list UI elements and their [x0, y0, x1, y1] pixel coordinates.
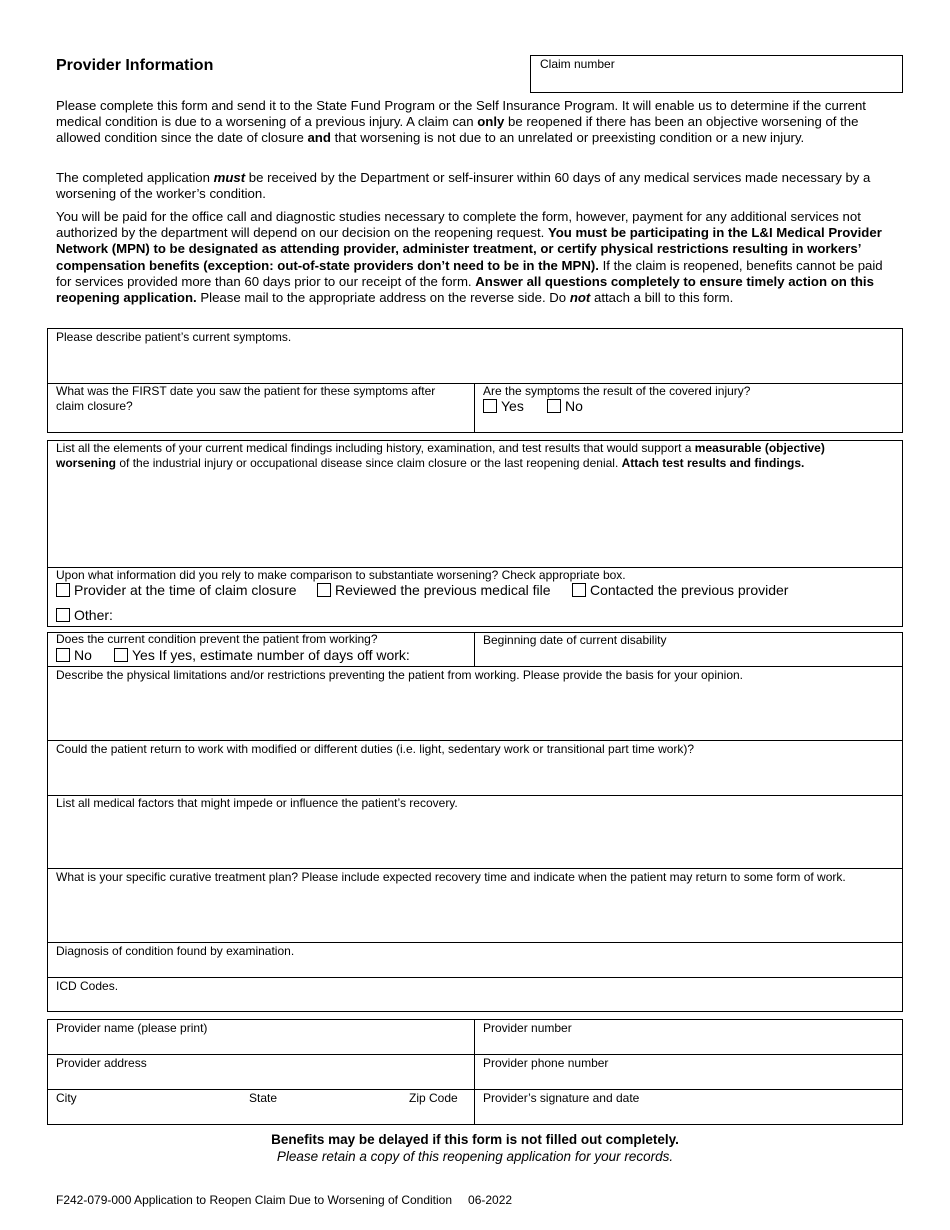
form-identifier: F242-079-000 Application to Reopen Claim Due to Worsening of Condition 06-2022 [56, 1193, 513, 1207]
signature-date-label: Provider’s signature and date [483, 1091, 640, 1105]
symptoms-label: Please describe patient’s current symptoms. [56, 330, 292, 344]
city-label: City [56, 1091, 77, 1105]
covered-no-option[interactable]: No [547, 398, 583, 414]
treatment-plan-label: What is your specific curative treatment plan? Please include expected recovery time and indicate when the patient may return to some form of work. [56, 870, 846, 884]
option-provider-closure[interactable]: Provider at the time of claim closure [56, 582, 297, 598]
beginning-date-label: Beginning date of current disability [483, 633, 667, 647]
prevent-no-option[interactable]: No [56, 647, 92, 663]
provider-number-label: Provider number [483, 1021, 572, 1035]
covered-injury-label: Are the symptoms the result of the covered injury? [483, 384, 751, 398]
retain-copy-note: Please retain a copy of this reopening application for your records. [276, 1149, 674, 1164]
no-checkbox[interactable] [547, 399, 561, 413]
reviewed-file-checkbox[interactable] [317, 583, 331, 597]
yes-checkbox[interactable] [483, 399, 497, 413]
medical-factors-label: List all medical factors that might impede or influence the patient’s recovery. [56, 796, 458, 810]
intro-paragraph-1: Please complete this form and send it to the State Fund Program or the Self Insurance Program. It will enable us to determine if the current medical condition is due to a worsening of a previous injury. A claim can only be reopened if there has been an objective worsening of the allowed condition since the date of closure and that worsening is not due to an unrelated or preexisting condition or a new injury. [56, 98, 866, 146]
delay-warning: Benefits may be delayed if this form is not filled out completely. [271, 1132, 679, 1147]
other-checkbox[interactable] [56, 608, 70, 622]
covered-yes-option[interactable]: Yes [483, 398, 524, 414]
contacted-provider-checkbox[interactable] [572, 583, 586, 597]
limitations-label: Describe the physical limitations and/or restrictions preventing the patient from working. Please provide the basis for your opinion. [56, 668, 744, 682]
option-reviewed-file[interactable]: Reviewed the previous medical file [317, 582, 551, 598]
prevent-no-checkbox[interactable] [56, 648, 70, 662]
diagnosis-label: Diagnosis of condition found by examination. [56, 944, 295, 958]
option-contacted-provider[interactable]: Contacted the previous provider [572, 582, 788, 598]
prevent-working-label: Does the current condition prevent the patient from working? [56, 632, 378, 646]
provider-name-label: Provider name (please print) [56, 1021, 208, 1035]
rely-question: Upon what information did you rely to make comparison to substantiate worsening? Check appropriate box. [56, 568, 626, 582]
option-other[interactable]: Other: [56, 607, 113, 623]
state-label: State [249, 1091, 278, 1105]
findings-label: List all the elements of your current medical findings including history, examination, and test results that would support a measurable (objective) worsening of the industrial injury or occupational disease since claim closure or the last reopening denial. Attach test results and findings. [56, 441, 825, 470]
claim-number-field[interactable] [530, 55, 903, 93]
first-date-label: What was the FIRST date you saw the patient for these symptoms after claim closure? [56, 384, 436, 413]
intro-paragraph-2: The completed application must be received by the Department or self-insurer within 60 days of any medical services made necessary by a worsening of the worker’s condition. [56, 170, 871, 202]
provider-address-label: Provider address [56, 1056, 147, 1070]
zip-code-label: Zip Code [409, 1091, 458, 1105]
prevent-yes-checkbox[interactable] [114, 648, 128, 662]
return-work-label: Could the patient return to work with modified or different duties (i.e. light, sedentary work or transitional part time work)? [56, 742, 695, 756]
provider-phone-label: Provider phone number [483, 1056, 609, 1070]
icd-codes-label: ICD Codes. [56, 979, 119, 993]
intro-paragraph-3: You will be paid for the office call and diagnostic studies necessary to complete the form, however, payment for any additional services not authorized by the department will depend on our decision on the reopening request. You must be participating in the L&I Medical Provider Network (MPN) to be designated as attending provider, administer treatment, or certify physical restrictions resulting in workers’ compensation benefits (exception: out-of-state providers don’t need to be in the MPN). If the claim is reopened, benefits cannot be paid for services provided more than 60 days prior to our receipt of the form. Answer all questions completely to ensure timely action on this reopening application. Please mail to the appropriate address on the reverse side. Do not attach a bill to this form. [56, 209, 883, 306]
form-revision: 06-2022 [468, 1193, 513, 1207]
provider-closure-checkbox[interactable] [56, 583, 70, 597]
prevent-yes-option[interactable]: Yes If yes, estimate number of days off work: [114, 647, 410, 663]
claim-number-label: Claim number [540, 57, 615, 71]
page-title: Provider Information [56, 57, 214, 74]
